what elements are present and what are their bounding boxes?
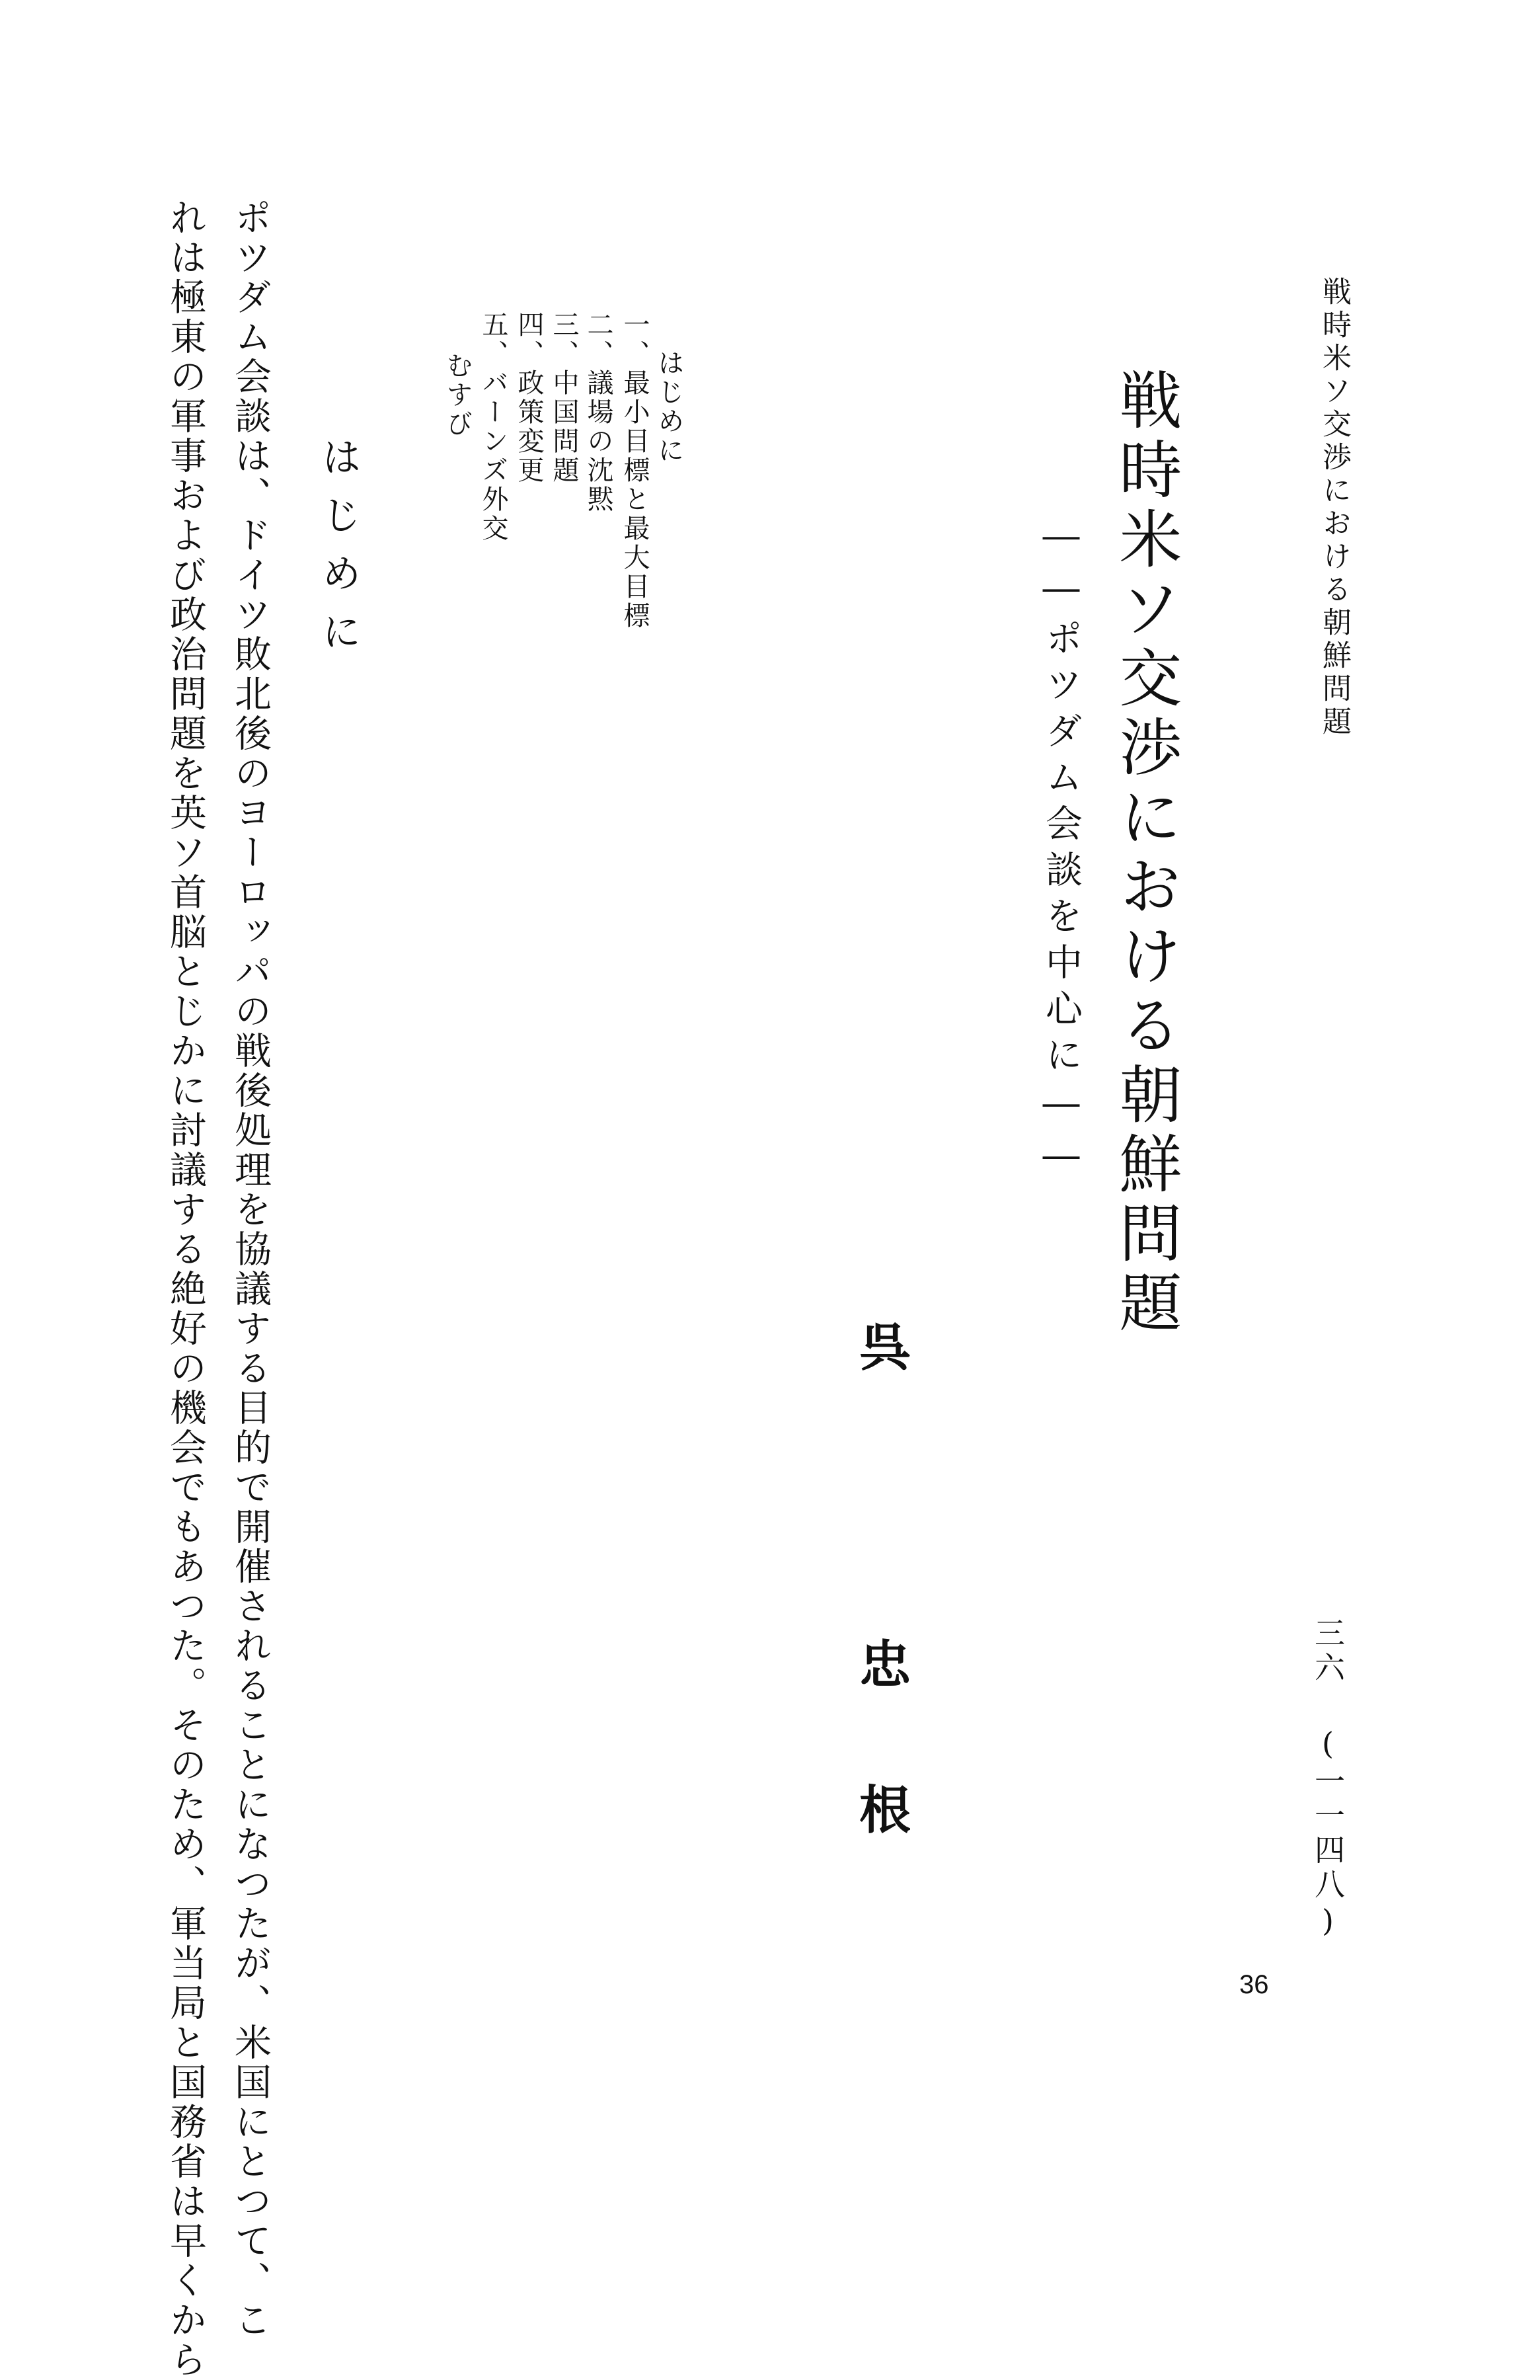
page-title: 戦時米ソ交渉における朝鮮問題 [1109, 368, 1182, 1339]
folio: 三六 (一一四八) [1310, 1617, 1346, 1942]
running-header: 戦時米ソ交渉における朝鮮問題 [1317, 276, 1351, 739]
toc-item: むすび [442, 352, 473, 439]
body-text-line: れは極東の軍事および政治問題を英ソ首脳とじかに討議する絶好の機会でもあつた。そのため、軍当局と国務省は早くから [164, 198, 207, 2380]
author-name-char: 根 [859, 1780, 911, 1841]
toc-item: はじめに [654, 349, 684, 465]
author-name-char: 忠 [859, 1635, 911, 1695]
section-heading: はじめに [315, 436, 362, 669]
toc-item: 四、政策変更 [514, 311, 544, 485]
body-text-line: ポツダム会談は、ドイツ敗北後のヨーロッパの戦後処理を協議する目的で開催されることになつたが、米国にとつて、こ [229, 198, 272, 2340]
toc-item: 五、バーンズ外交 [478, 311, 508, 543]
toc-item: 一、最小目標と最大目標 [619, 311, 650, 631]
table-of-contents [410, 311, 684, 631]
author-name-char: 呉 [859, 1318, 911, 1378]
page-number: 36 [1239, 1970, 1269, 1999]
toc-item: 三、中国問題 [549, 311, 579, 485]
page-subtitle: ――ポツダム会談を中心に―― [1040, 514, 1083, 1186]
toc-item: 二、議場の沈黙 [583, 311, 613, 514]
